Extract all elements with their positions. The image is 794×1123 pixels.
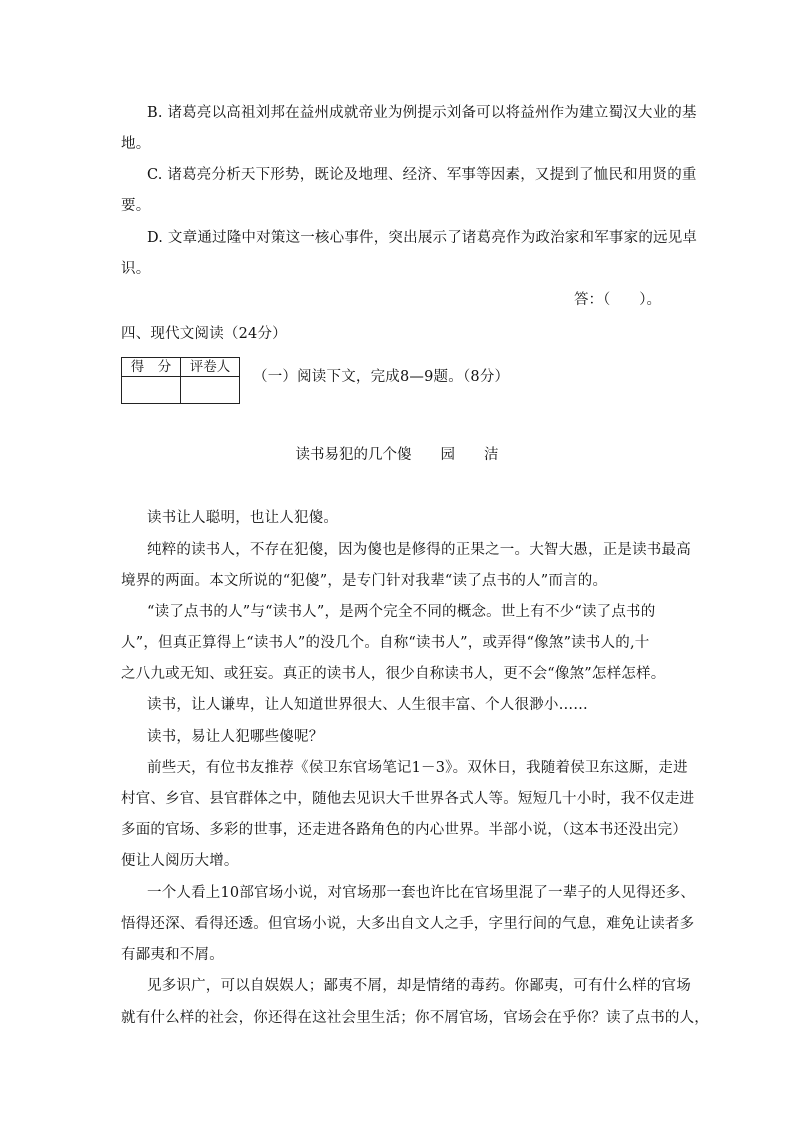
sub-instruction: （一）阅读下文，完成8—9题。（8分）	[253, 369, 510, 385]
paragraph-line: 悟得还深、看得还透。但官场小说，大多出自文人之手，字里行间的气息，难免让读者多	[121, 916, 695, 932]
article-title: 读书易犯的几个傻 园 洁	[295, 447, 499, 463]
score-table	[121, 357, 240, 404]
section-heading: 四、现代文阅读（24分）	[121, 326, 287, 342]
option-c-line1: C. 诸葛亮分析天下形势，既论及地理、经济、军事等因素，又提到了恤民和用贤的重	[147, 167, 697, 183]
paragraph-line: 村官、乡官、县官群体之中，随他去见识大千世界各式人等。短短几十小时，我不仅走进	[121, 791, 695, 807]
grader-header-cell: 评卷人	[181, 358, 240, 377]
score-header-cell: 得 分	[122, 358, 181, 377]
paragraph-line: 便让人阅历大增。	[121, 853, 239, 869]
paragraph-line: 就有什么样的社会，你还得在这社会里生活；你不屑官场，官场会在乎你？读了点书的人，	[121, 1010, 709, 1026]
option-d-line2: 识。	[121, 261, 151, 277]
score-input-cell	[122, 377, 181, 404]
option-d-line1: D. 文章通过隆中对策这一核心事件，突出展示了诸葛亮作为政治家和军事家的远见卓	[147, 230, 698, 246]
paragraph-line: 之八九或无知、或狂妄。真正的读书人，很少自称读书人，更不会“像煞”怎样怎样。	[121, 666, 666, 682]
option-b-line1: B. 诸葛亮以高祖刘邦在益州成就帝业为例提示刘备可以将益州作为建立蜀汉大业的基	[147, 105, 697, 121]
paragraph-line: 见多识广，可以自娱娱人；鄙夷不屑，却是情绪的毒药。你鄙夷，可有什么样的官场	[147, 978, 691, 994]
paragraph-line: 读书，让人谦卑，让人知道世界很大、人生很丰富、个人很渺小……	[147, 697, 588, 713]
option-b-line2: 地。	[121, 136, 151, 152]
paragraph-line: 读书让人聪明，也让人犯傻。	[147, 510, 339, 526]
paragraph-line: “读了点书的人”与“读书人”，是两个完全不同的概念。世上有不少“读了点书的	[147, 604, 656, 620]
grader-input-cell	[181, 377, 240, 404]
paragraph-line: 前些天，有位书友推荐《侯卫东官场笔记1－3》。双休日，我随着侯卫东这厮，走进	[147, 760, 688, 776]
option-c-line2: 要。	[121, 198, 151, 214]
paragraph-line: 读书，易让人犯哪些傻呢？	[147, 729, 324, 745]
paragraph-line: 多面的官场、多彩的世事，还走进各路角色的内心世界。半部小说，（这本书还没出完）	[121, 822, 688, 838]
paragraph-line: 一个人看上10部官场小说，对官场那一套也许比在官场里混了一辈子的人见得还多、	[147, 885, 696, 901]
answer-blank: 答：（ ）。	[574, 292, 661, 308]
paragraph-line: 有鄙夷和不屑。	[121, 947, 224, 963]
paragraph-line: 纯粹的读书人，不存在犯傻，因为傻也是修得的正果之一。大智大愚，正是读书最高	[147, 542, 691, 558]
paragraph-line: 境界的两面。本文所说的“犯傻”，是专门针对我辈“读了点书的人”而言的。	[121, 573, 608, 589]
paragraph-line: 人”，但真正算得上“读书人”的没几个。自称“读书人”，或弄得“像煞”读书人的,十	[121, 635, 650, 651]
